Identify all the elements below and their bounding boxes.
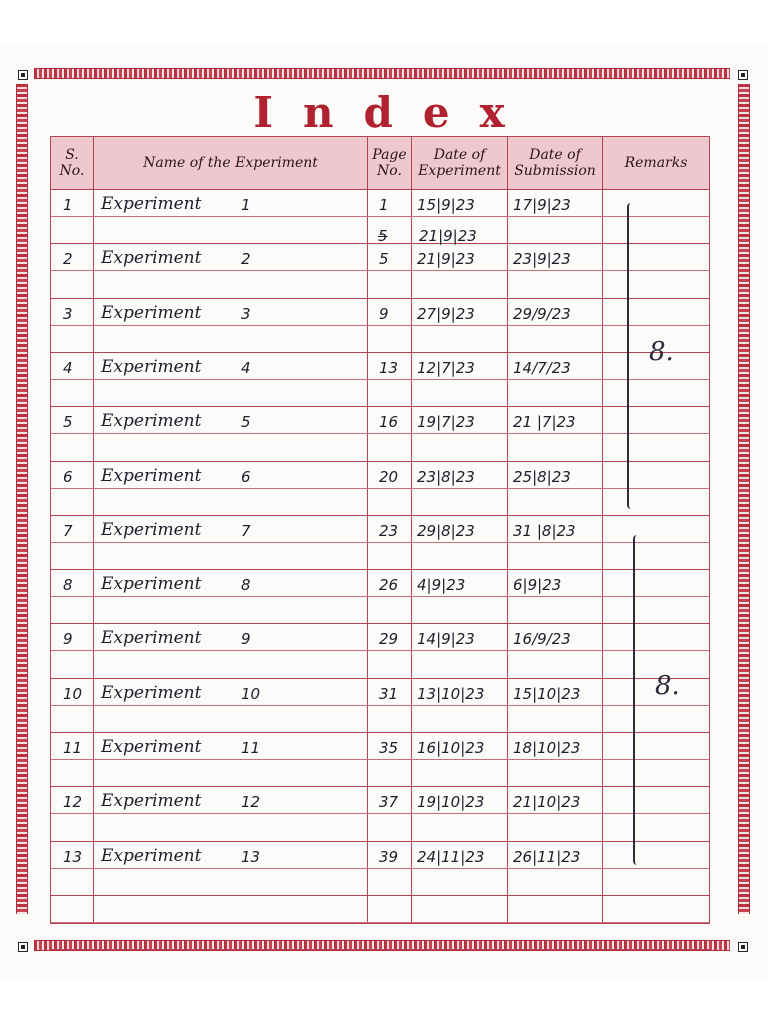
row-date-experiment: 23|8|23 <box>417 468 475 486</box>
row-rule <box>51 759 709 760</box>
row-rule <box>51 623 709 624</box>
row-date-experiment: 15|9|23 <box>417 196 475 214</box>
row-sno: 1 <box>63 196 73 214</box>
column-divider <box>93 137 94 923</box>
header-sno: S. No. <box>59 147 85 179</box>
row-date-submission: 6|9|23 <box>513 576 562 594</box>
row-rule <box>51 705 709 706</box>
row-rule <box>51 732 709 733</box>
row-experiment-number: 2 <box>241 250 251 268</box>
row-name: Experiment <box>101 194 202 214</box>
row-rule <box>51 352 709 353</box>
row-rule <box>51 406 709 407</box>
row-name: Experiment <box>101 411 202 431</box>
header-page: Page No. <box>372 147 407 179</box>
row-name: Experiment <box>101 791 202 811</box>
row-date-submission: 21|10|23 <box>513 793 581 811</box>
row-date-experiment: 24|11|23 <box>417 848 485 866</box>
row-rule <box>51 379 709 380</box>
row-rule <box>51 488 709 489</box>
row-date-submission: 15|10|23 <box>513 685 581 703</box>
row-date-submission: 16/9/23 <box>513 630 571 648</box>
row-rule <box>51 650 709 651</box>
row-experiment-number: 1 <box>241 196 251 214</box>
row-page: 29 <box>379 630 399 648</box>
row-date-submission: 23|9|23 <box>513 250 571 268</box>
remarks-signature: 8. <box>649 337 674 367</box>
row-sno: 3 <box>63 305 73 323</box>
row-page: 31 <box>379 685 399 703</box>
row-sno: 12 <box>63 793 83 811</box>
index-table <box>50 136 710 924</box>
row-name: Experiment <box>101 846 202 866</box>
row-sno: 5 <box>63 413 73 431</box>
row-experiment-number: 3 <box>241 305 251 323</box>
row-name: Experiment <box>101 248 202 268</box>
row-sno: 4 <box>63 359 73 377</box>
corrected-date: 21|9|23 <box>419 227 477 245</box>
row-sno: 11 <box>63 739 83 757</box>
row-page: 5 <box>379 250 389 268</box>
row-rule <box>51 895 709 896</box>
row-name: Experiment <box>101 628 202 648</box>
remarks-bracket <box>627 203 637 509</box>
row-rule <box>51 949 709 950</box>
column-divider <box>411 137 412 923</box>
row-rule <box>51 515 709 516</box>
top-border <box>34 68 730 79</box>
row-name: Experiment <box>101 574 202 594</box>
row-date-experiment: 12|7|23 <box>417 359 475 377</box>
row-date-submission: 17|9|23 <box>513 196 571 214</box>
row-rule <box>51 868 709 869</box>
row-rule <box>51 433 709 434</box>
row-rule <box>51 813 709 814</box>
corrected-page: 5 <box>378 227 388 245</box>
row-experiment-number: 6 <box>241 468 251 486</box>
row-experiment-number: 9 <box>241 630 251 648</box>
row-date-submission: 31 |8|23 <box>513 522 576 540</box>
row-rule <box>51 841 709 842</box>
row-name: Experiment <box>101 683 202 703</box>
row-experiment-number: 13 <box>241 848 261 866</box>
row-experiment-number: 5 <box>241 413 251 431</box>
row-sno: 8 <box>63 576 73 594</box>
row-rule <box>51 270 709 271</box>
page-title: Index <box>253 88 535 137</box>
corner-icon <box>738 942 748 952</box>
row-name: Experiment <box>101 466 202 486</box>
row-date-submission: 14/7/23 <box>513 359 571 377</box>
right-border <box>738 84 750 914</box>
row-date-submission: 25|8|23 <box>513 468 571 486</box>
column-divider <box>602 137 603 923</box>
corner-icon <box>738 70 748 80</box>
row-page: 16 <box>379 413 399 431</box>
remarks-signature: 8. <box>655 671 680 701</box>
column-divider <box>507 137 508 923</box>
header-remarks: Remarks <box>624 155 688 171</box>
row-page: 39 <box>379 848 399 866</box>
row-date-experiment: 19|7|23 <box>417 413 475 431</box>
row-sno: 10 <box>63 685 83 703</box>
row-date-submission: 29/9/23 <box>513 305 571 323</box>
row-name: Experiment <box>101 737 202 757</box>
row-rule <box>51 216 709 217</box>
row-date-experiment: 27|9|23 <box>417 305 475 323</box>
row-sno: 2 <box>63 250 73 268</box>
row-experiment-number: 4 <box>241 359 251 377</box>
row-date-experiment: 21|9|23 <box>417 250 475 268</box>
header-date-submission: Date of Submission <box>514 147 596 179</box>
row-rule <box>51 325 709 326</box>
row-page: 37 <box>379 793 399 811</box>
row-sno: 7 <box>63 522 73 540</box>
row-page: 9 <box>379 305 389 323</box>
row-rule <box>51 542 709 543</box>
row-date-experiment: 19|10|23 <box>417 793 485 811</box>
row-name: Experiment <box>101 303 202 323</box>
row-rule <box>51 189 709 190</box>
row-date-experiment: 4|9|23 <box>417 576 466 594</box>
row-rule <box>51 596 709 597</box>
row-date-experiment: 16|10|23 <box>417 739 485 757</box>
row-rule <box>51 569 709 570</box>
row-page: 26 <box>379 576 399 594</box>
row-experiment-number: 8 <box>241 576 251 594</box>
header-name: Name of the Experiment <box>143 155 318 171</box>
header-date-experiment: Date of Experiment <box>418 147 501 179</box>
row-rule <box>51 786 709 787</box>
row-page: 13 <box>379 359 399 377</box>
row-sno: 9 <box>63 630 73 648</box>
row-page: 23 <box>379 522 399 540</box>
row-experiment-number: 10 <box>241 685 261 703</box>
corner-icon <box>18 942 28 952</box>
row-date-experiment: 14|9|23 <box>417 630 475 648</box>
corner-icon <box>18 70 28 80</box>
remarks-bracket <box>633 535 643 865</box>
row-experiment-number: 12 <box>241 793 261 811</box>
row-rule <box>51 678 709 679</box>
row-name: Experiment <box>101 520 202 540</box>
left-border <box>16 84 28 914</box>
row-name: Experiment <box>101 357 202 377</box>
row-experiment-number: 7 <box>241 522 251 540</box>
row-rule <box>51 298 709 299</box>
row-experiment-number: 11 <box>241 739 261 757</box>
row-page: 20 <box>379 468 399 486</box>
row-rule <box>51 461 709 462</box>
row-sno: 6 <box>63 468 73 486</box>
row-date-experiment: 29|8|23 <box>417 522 475 540</box>
row-date-submission: 21 |7|23 <box>513 413 576 431</box>
row-rule <box>51 922 709 923</box>
column-divider <box>367 137 368 923</box>
row-page: 1 <box>379 196 389 214</box>
row-date-submission: 26|11|23 <box>513 848 581 866</box>
row-page: 35 <box>379 739 399 757</box>
row-sno: 13 <box>63 848 83 866</box>
row-date-submission: 18|10|23 <box>513 739 581 757</box>
row-date-experiment: 13|10|23 <box>417 685 485 703</box>
